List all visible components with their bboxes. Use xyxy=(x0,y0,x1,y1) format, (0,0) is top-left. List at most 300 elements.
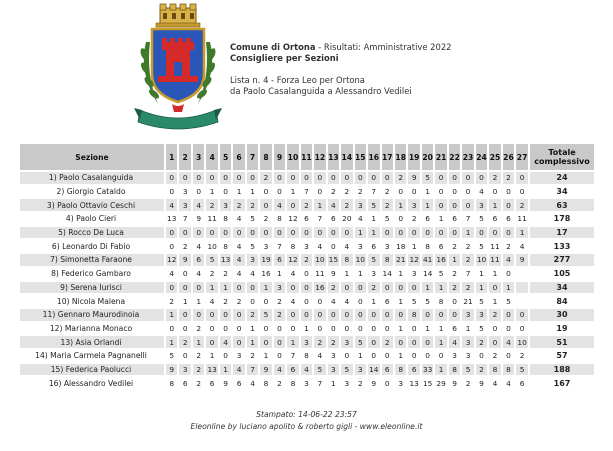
header-totale: Totale complessivo xyxy=(530,144,594,170)
vote-cell: 0 xyxy=(408,186,419,198)
vote-cell: 0 xyxy=(435,199,446,211)
vote-cell: 1 xyxy=(395,295,406,307)
total-cell: 17 xyxy=(530,227,594,239)
vote-cell: 6 xyxy=(516,377,528,389)
vote-cell: 3 xyxy=(328,350,339,362)
vote-cell: 0 xyxy=(260,186,271,198)
vote-cell: 2 xyxy=(274,377,285,389)
total-cell: 51 xyxy=(530,336,594,348)
vote-cell: 5 xyxy=(476,213,487,225)
vote-cell: 4 xyxy=(193,199,204,211)
vote-cell: 3 xyxy=(408,199,419,211)
vote-cell: 1 xyxy=(476,268,487,280)
print-timestamp: Stampato: 14-06-22 23:57 xyxy=(256,410,357,419)
vote-cell: 3 xyxy=(408,268,419,280)
vote-cell: 0 xyxy=(408,350,419,362)
vote-cell: 2 xyxy=(503,240,514,252)
vote-cell: 3 xyxy=(476,309,487,321)
vote-cell: 0 xyxy=(476,172,487,184)
vote-cell: 12 xyxy=(167,255,177,265)
vote-cell: 7 xyxy=(462,213,473,225)
org-name: Comune di Ortona xyxy=(230,42,316,52)
vote-cell: 0 xyxy=(435,350,446,362)
vote-cell: 0 xyxy=(166,172,177,184)
vote-cell: 3 xyxy=(476,199,487,211)
vote-cell: 4 xyxy=(233,268,244,280)
vote-cell: 7 xyxy=(301,186,312,198)
vote-cell: 2 xyxy=(462,377,473,389)
vote-cell: 0 xyxy=(301,295,312,307)
vote-cell: 0 xyxy=(193,227,204,239)
vote-cell: 0 xyxy=(287,323,298,335)
vote-cell: 0 xyxy=(247,282,258,294)
vote-cell: 2 xyxy=(260,172,271,184)
vote-cell: 16 xyxy=(436,255,446,265)
vote-cell: 0 xyxy=(179,309,190,321)
vote-cell: 18 xyxy=(396,241,406,251)
vote-cell: 2 xyxy=(489,309,500,321)
header-col: 20 xyxy=(422,144,433,170)
header-col: 7 xyxy=(247,144,258,170)
vote-cell: 4 xyxy=(220,336,231,348)
candidate-name: 11) Gennaro Maurodinoia xyxy=(20,309,164,321)
vote-cell: 2 xyxy=(328,186,339,198)
vote-cell: 0 xyxy=(449,172,460,184)
vote-cell: 1 xyxy=(247,323,258,335)
vote-cell: 5 xyxy=(516,364,528,376)
vote-cell: 1 xyxy=(220,282,231,294)
header-subtitle: - Risultati: Amministrative 2022 xyxy=(315,42,452,52)
vote-cell: 2 xyxy=(247,350,258,362)
vote-cell: 2 xyxy=(449,282,460,294)
vote-cell: 5 xyxy=(476,295,487,307)
vote-cell: 16 xyxy=(315,282,325,292)
candidate-name: 8) Federico Gambaro xyxy=(20,268,164,280)
vote-cell: 0 xyxy=(233,309,244,321)
header-col: 1 xyxy=(166,144,177,170)
vote-cell: 0 xyxy=(301,282,312,294)
vote-cell: 1 xyxy=(247,186,258,198)
vote-cell: 13 xyxy=(409,378,419,388)
vote-cell: 3 xyxy=(462,309,473,321)
vote-cell: 0 xyxy=(206,336,217,348)
vote-cell: 0 xyxy=(341,323,352,335)
vote-cell: 0 xyxy=(341,309,352,321)
vote-cell: 4 xyxy=(516,240,528,252)
vote-cell: 3 xyxy=(449,350,460,362)
vote-cell: 0 xyxy=(449,309,460,321)
vote-cell: 1 xyxy=(489,268,500,280)
vote-cell: 7 xyxy=(314,377,325,389)
vote-cell: 4 xyxy=(274,364,285,376)
crown-icon xyxy=(156,4,200,27)
vote-cell: 9 xyxy=(476,377,487,389)
vote-cell: 1 xyxy=(503,282,514,294)
table-row xyxy=(20,282,594,294)
vote-cell: 2 xyxy=(274,295,285,307)
vote-cell: 0 xyxy=(516,309,528,321)
vote-cell: 5 xyxy=(503,295,514,307)
vote-cell: 1 xyxy=(328,377,339,389)
vote-cell: 3 xyxy=(341,377,352,389)
table-row xyxy=(20,186,594,198)
vote-cell: 0 xyxy=(435,309,446,321)
vote-cell: 0 xyxy=(382,227,393,239)
vote-cell: 4 xyxy=(206,295,217,307)
results-table xyxy=(18,142,596,391)
vote-cell: 0 xyxy=(233,282,244,294)
vote-cell: 0 xyxy=(260,295,271,307)
header-col: 17 xyxy=(382,144,393,170)
vote-cell: 6 xyxy=(408,364,419,376)
vote-cell: 6 xyxy=(368,240,379,252)
vote-cell: 0 xyxy=(287,227,298,239)
vote-cell: 2 xyxy=(355,186,366,198)
vote-cell: 8 xyxy=(220,240,231,252)
vote-cell: 5 xyxy=(435,268,446,280)
vote-cell: 4 xyxy=(503,336,514,348)
vote-cell: 0 xyxy=(247,227,258,239)
header-col: 15 xyxy=(355,144,366,170)
candidate-name: 16) Alessandro Vedilei xyxy=(20,377,164,389)
vote-cell: 3 xyxy=(462,336,473,348)
header-sezione: Sezione xyxy=(20,144,164,170)
vote-cell: 16 xyxy=(261,269,271,279)
table-row xyxy=(20,199,594,211)
vote-cell xyxy=(516,268,528,280)
vote-cell: 10 xyxy=(315,255,325,265)
vote-cell: 0 xyxy=(328,323,339,335)
vote-cell: 0 xyxy=(476,350,487,362)
vote-cell: 1 xyxy=(395,268,406,280)
vote-cell: 0 xyxy=(408,227,419,239)
vote-cell: 15 xyxy=(328,255,339,265)
vote-cell: 1 xyxy=(355,350,366,362)
vote-cell: 4 xyxy=(274,199,285,211)
table-row xyxy=(20,364,594,376)
vote-cell: 1 xyxy=(166,336,177,348)
candidate-name: 13) Asia Orlandi xyxy=(20,336,164,348)
vote-cell: 8 xyxy=(287,377,298,389)
vote-cell: 9 xyxy=(449,377,460,389)
total-cell: 19 xyxy=(530,323,594,335)
vote-cell: 3 xyxy=(341,336,352,348)
vote-cell: 7 xyxy=(274,240,285,252)
municipal-crest-icon xyxy=(132,2,224,136)
vote-cell: 1 xyxy=(206,186,217,198)
header-col: 13 xyxy=(328,144,339,170)
table-row xyxy=(20,295,594,307)
vote-cell: 0 xyxy=(220,172,231,184)
vote-cell: 4 xyxy=(355,213,366,225)
vote-cell: 0 xyxy=(260,323,271,335)
vote-cell: 4 xyxy=(166,199,177,211)
vote-cell: 4 xyxy=(314,240,325,252)
vote-cell: 0 xyxy=(462,199,473,211)
vote-cell: 1 xyxy=(233,186,244,198)
vote-cell: 5 xyxy=(476,240,487,252)
candidate-name: 3) Paolo Ottavio Ceschi xyxy=(20,199,164,211)
vote-cell: 0 xyxy=(287,172,298,184)
vote-cell: 1 xyxy=(179,295,190,307)
candidate-name: 7) Simonetta Faraone xyxy=(20,254,164,266)
vote-cell: 0 xyxy=(193,186,204,198)
vote-cell: 0 xyxy=(368,172,379,184)
vote-cell: 0 xyxy=(503,268,514,280)
vote-cell: 2 xyxy=(179,336,190,348)
vote-cell: 1 xyxy=(368,213,379,225)
vote-cell: 5 xyxy=(166,350,177,362)
total-cell: 178 xyxy=(530,213,594,225)
vote-cell: 5 xyxy=(368,199,379,211)
vote-cell: 0 xyxy=(193,172,204,184)
header-col: 16 xyxy=(368,144,379,170)
vote-cell: 0 xyxy=(503,350,514,362)
vote-cell: 3 xyxy=(355,199,366,211)
vote-cell: 0 xyxy=(368,336,379,348)
vote-cell: 0 xyxy=(355,172,366,184)
vote-cell: 0 xyxy=(247,295,258,307)
vote-cell: 2 xyxy=(382,336,393,348)
vote-cell: 5 xyxy=(247,240,258,252)
vote-cell: 12 xyxy=(288,255,298,265)
vote-cell: 3 xyxy=(179,186,190,198)
vote-cell: 9 xyxy=(220,377,231,389)
candidate-name: 14) Maria Carmela Pagnanelli xyxy=(20,350,164,362)
vote-cell: 1 xyxy=(287,336,298,348)
vote-cell: 3 xyxy=(247,254,258,266)
total-cell: 30 xyxy=(530,309,594,321)
vote-cell: 1 xyxy=(341,268,352,280)
vote-cell: 0 xyxy=(301,268,312,280)
vote-cell: 0 xyxy=(220,323,231,335)
vote-cell: 6 xyxy=(274,254,285,266)
vote-cell: 3 xyxy=(260,240,271,252)
vote-cell: 0 xyxy=(516,186,528,198)
vote-cell: 0 xyxy=(328,227,339,239)
vote-cell: 1 xyxy=(435,213,446,225)
candidate-name: 6) Leonardo Di Fabio xyxy=(20,240,164,252)
vote-cell: 5 xyxy=(341,364,352,376)
vote-cell: 8 xyxy=(301,350,312,362)
vote-cell: 1 xyxy=(435,323,446,335)
list-name: Lista n. 4 - Forza Leo per Ortona xyxy=(230,75,365,85)
vote-cell: 0 xyxy=(449,227,460,239)
vote-cell: 0 xyxy=(382,309,393,321)
header-col: 6 xyxy=(233,144,244,170)
vote-cell: 3 xyxy=(301,377,312,389)
vote-cell: 4 xyxy=(287,295,298,307)
vote-cell: 2 xyxy=(193,377,204,389)
total-cell: 188 xyxy=(530,364,594,376)
vote-cell: 5 xyxy=(382,213,393,225)
vote-cell: 4 xyxy=(314,350,325,362)
vote-cell: 12 xyxy=(288,214,298,224)
vote-cell: 3 xyxy=(355,240,366,252)
vote-cell: 10 xyxy=(355,255,365,265)
vote-cell: 1 xyxy=(368,227,379,239)
vote-cell: 1 xyxy=(435,336,446,348)
header-col: 26 xyxy=(503,144,514,170)
header-col: 5 xyxy=(220,144,231,170)
vote-cell: 0 xyxy=(382,377,393,389)
vote-cell: 6 xyxy=(489,213,500,225)
vote-cell: 2 xyxy=(489,172,500,184)
vote-cell: 1 xyxy=(206,350,217,362)
vote-cell: 3 xyxy=(179,199,190,211)
vote-cell: 0 xyxy=(274,323,285,335)
vote-cell: 1 xyxy=(314,199,325,211)
vote-cell: 1 xyxy=(462,323,473,335)
header-col: 12 xyxy=(314,144,325,170)
vote-cell: 4 xyxy=(328,199,339,211)
vote-cell: 0 xyxy=(328,172,339,184)
vote-cell: 0 xyxy=(220,227,231,239)
vote-cell: 0 xyxy=(355,295,366,307)
vote-cell: 0 xyxy=(314,227,325,239)
vote-cell: 15 xyxy=(422,378,433,388)
candidate-range: da Paolo Casalanguida a Alessandro Vedilei xyxy=(230,86,412,96)
vote-cell: 2 xyxy=(233,295,244,307)
vote-cell: 2 xyxy=(314,336,325,348)
vote-cell: 1 xyxy=(260,350,271,362)
vote-cell: 4 xyxy=(193,240,204,252)
total-cell: 277 xyxy=(530,254,594,266)
vote-cell: 0 xyxy=(341,172,352,184)
header-col: 11 xyxy=(301,144,312,170)
vote-cell: 3 xyxy=(382,240,393,252)
vote-cell: 9 xyxy=(166,364,177,376)
table-row xyxy=(20,350,594,362)
vote-cell: 0 xyxy=(314,172,325,184)
vote-cell: 11 xyxy=(517,214,527,224)
vote-cell: 2 xyxy=(489,350,500,362)
vote-cell: 0 xyxy=(355,309,366,321)
vote-cell: 3 xyxy=(355,364,366,376)
vote-cell: 6 xyxy=(422,213,433,225)
vote-cell: 3 xyxy=(395,377,406,389)
vote-cell: 0 xyxy=(260,336,271,348)
total-cell: 57 xyxy=(530,350,594,362)
vote-cell: 0 xyxy=(220,350,231,362)
vote-cell: 14 xyxy=(422,269,433,279)
vote-cell: 5 xyxy=(368,254,379,266)
vote-cell: 6 xyxy=(328,213,339,225)
vote-cell: 1 xyxy=(355,268,366,280)
vote-cell: 2 xyxy=(516,350,528,362)
total-cell: 34 xyxy=(530,282,594,294)
vote-cell: 9 xyxy=(260,364,271,376)
vote-cell: 9 xyxy=(408,172,419,184)
vote-cell: 29 xyxy=(436,378,446,388)
table-row xyxy=(20,377,594,389)
vote-cell: 2 xyxy=(503,172,514,184)
vote-cell xyxy=(516,295,528,307)
vote-cell: 8 xyxy=(274,213,285,225)
vote-cell: 2 xyxy=(476,336,487,348)
vote-cell: 3 xyxy=(274,282,285,294)
vote-cell: 2 xyxy=(206,268,217,280)
vote-cell: 1 xyxy=(489,295,500,307)
vote-cell: 5 xyxy=(462,364,473,376)
section-title: Consigliere per Sezioni xyxy=(230,53,339,63)
vote-cell: 1 xyxy=(516,227,528,239)
vote-cell: 4 xyxy=(328,295,339,307)
vote-cell: 0 xyxy=(382,282,393,294)
vote-cell: 0 xyxy=(260,227,271,239)
vote-cell: 4 xyxy=(233,240,244,252)
header-col: 25 xyxy=(489,144,500,170)
vote-cell: 0 xyxy=(179,282,190,294)
vote-cell: 6 xyxy=(287,364,298,376)
vote-cell: 7 xyxy=(179,213,190,225)
vote-cell: 7 xyxy=(368,186,379,198)
vote-cell: 4 xyxy=(193,268,204,280)
vote-cell: 7 xyxy=(462,268,473,280)
vote-cell: 2 xyxy=(395,172,406,184)
vote-cell: 5 xyxy=(247,213,258,225)
vote-cell: 3 xyxy=(368,268,379,280)
vote-cell: 0 xyxy=(233,323,244,335)
vote-cell: 1 xyxy=(408,240,419,252)
vote-cell: 6 xyxy=(233,377,244,389)
vote-cell: 2 xyxy=(206,199,217,211)
vote-cell: 0 xyxy=(314,323,325,335)
vote-cell: 11 xyxy=(490,241,500,251)
vote-cell: 0 xyxy=(395,336,406,348)
vote-cell: 0 xyxy=(368,350,379,362)
vote-cell: 2 xyxy=(166,295,177,307)
vote-cell: 5 xyxy=(408,295,419,307)
vote-cell: 2 xyxy=(368,282,379,294)
vote-cell: 3 xyxy=(328,364,339,376)
vote-cell: 4 xyxy=(489,377,500,389)
table-row xyxy=(20,240,594,252)
header-col: 8 xyxy=(260,144,271,170)
vote-cell: 2 xyxy=(274,309,285,321)
vote-cell: 0 xyxy=(233,227,244,239)
header-col: 3 xyxy=(193,144,204,170)
vote-cell: 1 xyxy=(247,336,258,348)
vote-cell: 0 xyxy=(476,227,487,239)
vote-cell: 0 xyxy=(274,186,285,198)
vote-cell: 7 xyxy=(247,364,258,376)
vote-cell: 4 xyxy=(476,186,487,198)
vote-cell: 0 xyxy=(328,309,339,321)
header-col: 23 xyxy=(462,144,473,170)
vote-cell: 0 xyxy=(206,323,217,335)
vote-cell: 4 xyxy=(233,254,244,266)
vote-cell: 12 xyxy=(409,255,419,265)
vote-cell: 2 xyxy=(476,364,487,376)
vote-cell: 2 xyxy=(462,240,473,252)
candidate-name: 1) Paolo Casalanguida xyxy=(20,172,164,184)
vote-cell: 8 xyxy=(435,295,446,307)
vote-cell: 0 xyxy=(179,268,190,280)
vote-cell: 5 xyxy=(355,336,366,348)
table-row xyxy=(20,227,594,239)
vote-cell: 2 xyxy=(179,240,190,252)
vote-cell: 0 xyxy=(435,227,446,239)
vote-cell: 8 xyxy=(287,240,298,252)
vote-cell: 2 xyxy=(355,377,366,389)
vote-cell: 0 xyxy=(166,227,177,239)
vote-cell: 0 xyxy=(274,350,285,362)
vote-cell: 0 xyxy=(166,240,177,252)
total-cell: 84 xyxy=(530,295,594,307)
vote-cell: 0 xyxy=(287,199,298,211)
vote-cell: 6 xyxy=(382,295,393,307)
